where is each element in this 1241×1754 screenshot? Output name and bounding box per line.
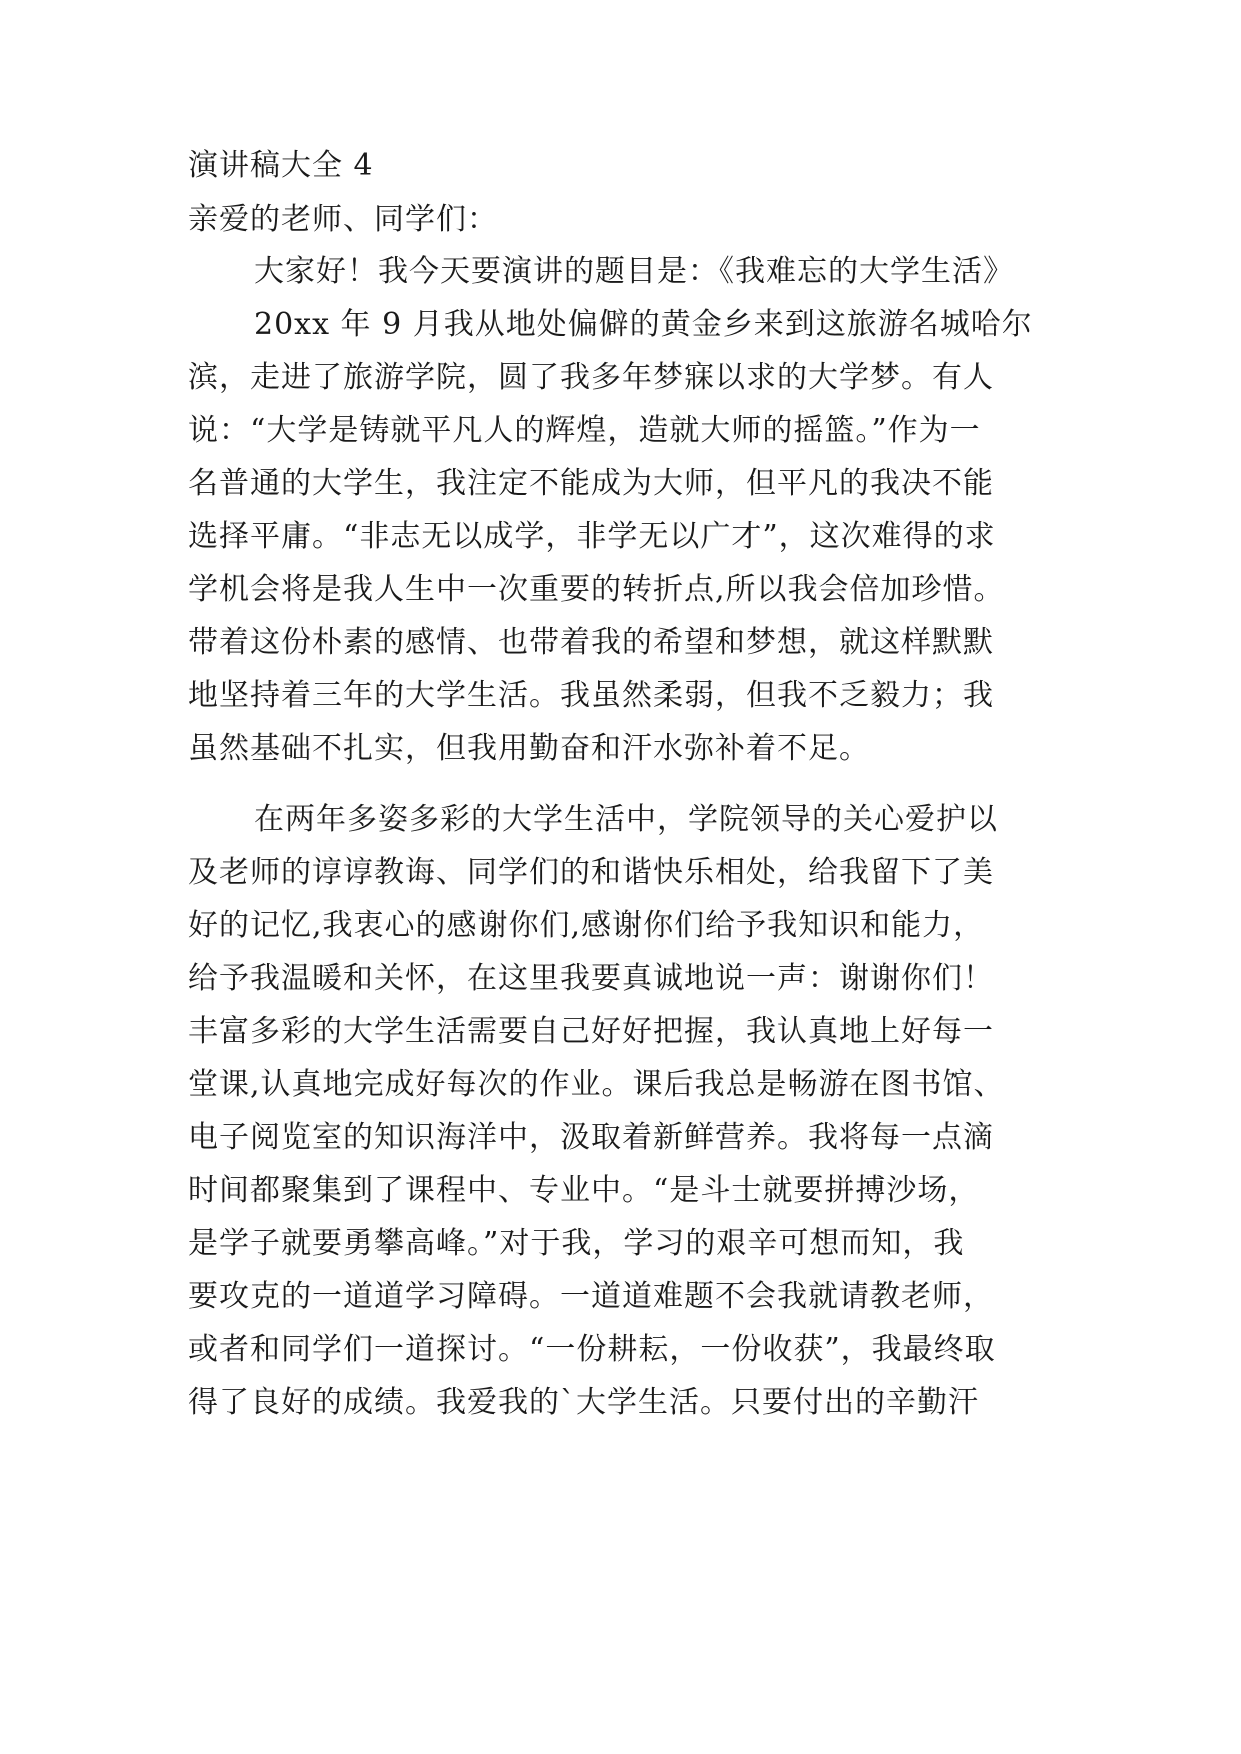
paragraph-line: 时间都聚集到了课程中、专业中。“是斗士就要拼搏沙场，: [188, 1173, 980, 1208]
paragraph-line: 好的记忆,我衷心的感谢你们,感谢你们给予我知识和能力，: [188, 908, 985, 943]
paragraph-line: 在两年多姿多彩的大学生活中，学院领导的关心爱护以: [254, 802, 998, 837]
paragraph-line: 或者和同学们一道探讨。“一份耕耘，一份收获”，我最终取: [188, 1332, 996, 1367]
paragraph-line: 要攻克的一道道学习障碍。一道道难题不会我就请教老师，: [188, 1279, 994, 1314]
paragraph-line: 20xx 年 9 月我从地处偏僻的黄金乡来到这旅游名城哈尔: [254, 307, 1033, 342]
paragraph-line: 滨，走进了旅游学院，圆了我多年梦寐以求的大学梦。有人: [188, 360, 994, 395]
document-body: [188, 0, 1058, 1754]
paragraph-line: 学机会将是我人生中一次重要的转折点,所以我会倍加珍惜。: [188, 572, 1005, 607]
paragraph-line: 及老师的谆谆教诲、同学们的和谐快乐相处，给我留下了美: [188, 855, 994, 890]
paragraph-line: 名普通的大学生，我注定不能成为大师，但平凡的我决不能: [188, 466, 994, 501]
paragraph-line: 大家好！我今天要演讲的题目是：《我难忘的大学生活》: [254, 254, 1014, 289]
paragraph-line: 得了良好的成绩。我爱我的`大学生活。只要付出的辛勤汗: [188, 1385, 979, 1420]
paragraph-line: 堂课,认真地完成好每次的作业。课后我总是畅游在图书馆、: [188, 1067, 1005, 1102]
paragraph-line: 地坚持着三年的大学生活。我虽然柔弱，但我不乏毅力；我: [188, 678, 994, 713]
document-title: 演讲稿大全 4: [188, 148, 374, 183]
paragraph-line: 带着这份朴素的感情、也带着我的希望和梦想，就这样默默: [188, 625, 994, 660]
salutation: 亲爱的老师、同学们：: [188, 202, 498, 237]
paragraph-line: 虽然基础不扎实，但我用勤奋和汗水弥补着不足。: [188, 731, 870, 766]
paragraph-line: 是学子就要勇攀高峰。”对于我，学习的艰辛可想而知，我: [188, 1226, 965, 1261]
paragraph-line: 丰富多彩的大学生活需要自己好好把握，我认真地上好每一: [188, 1014, 994, 1049]
paragraph-line: 给予我温暖和关怀，在这里我要真诚地说一声：谢谢你们！: [188, 961, 994, 996]
paragraph-line: 选择平庸。“非志无以成学，非学无以广才”，这次难得的求: [188, 519, 996, 554]
paragraph-line: 电子阅览室的知识海洋中，汲取着新鲜营养。我将每一点滴: [188, 1120, 994, 1155]
paragraph-line: 说：“大学是铸就平凡人的辉煌，造就大师的摇篮。”作为一: [188, 413, 981, 448]
